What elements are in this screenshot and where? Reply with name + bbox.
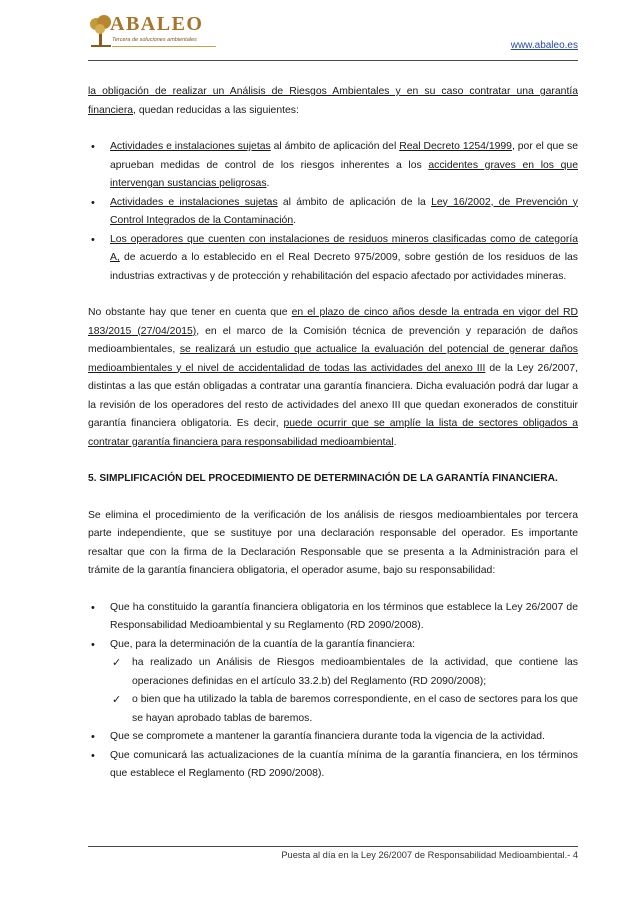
bullet-link-text: Actividades e instalaciones sujetas xyxy=(110,196,278,208)
check-mark-icon: ✓ xyxy=(112,657,122,669)
logo-wordmark: ABALEO xyxy=(110,13,204,35)
paragraph-underlined-text: en el plazo de cinco años desde la entrada en vigor del RD 183/2015 (27/04/2015) xyxy=(88,307,578,337)
spacer xyxy=(88,286,578,304)
bullet-text: . xyxy=(293,215,296,226)
page-footer: Puesta al día en la Ley 26/2007 de Responsabilidad Medioambiental.- 4 xyxy=(281,850,578,860)
list-item xyxy=(88,194,578,231)
check-mark-icon: ✓ xyxy=(112,694,122,706)
spacer xyxy=(88,452,578,470)
check-item xyxy=(110,691,578,728)
intro-text: quedan reducidas a las siguientes: xyxy=(135,104,299,116)
intro-paragraph xyxy=(88,83,578,120)
procedure-paragraph: Se elimina el procedimiento de la verificación de los análisis de riesgos medioambientales por tercera parte independiente, que se sustituye por una declaración responsable del operador. Es importante resaltar que con la firma de la Declaración Responsable que se presenta a la Administración para el trámite de la garantía financiera obligatoria, el operador asume, bajo su responsabilidad: xyxy=(88,509,578,576)
page-header xyxy=(88,10,578,60)
paragraph-text: de la Ley 26/2007, distintas a las que están obligadas a contratar una garantía financiera. Dicha evaluación podrá dar lugar a la revisión de los operadores del resto de actividades del anexo III que quedan exonerados de constituir garantía financiera obligatoria. Es decir, xyxy=(88,362,578,429)
bullet-text: . xyxy=(266,178,270,189)
list-item xyxy=(88,231,578,287)
logo-tagline: Tercera de soluciones ambientales xyxy=(112,37,197,43)
bullet-link-text: Real Decreto 1254/1999 xyxy=(399,141,512,152)
spacer xyxy=(88,489,578,507)
header-divider xyxy=(88,60,578,61)
bullet-text: al ámbito de aplicación de la xyxy=(277,196,432,208)
paragraph-text: . xyxy=(393,436,397,448)
spacer xyxy=(88,581,578,599)
footer-divider xyxy=(88,846,578,847)
logo-underline xyxy=(112,46,216,47)
list-item: • Que se compromete a mantener la garantía financiera durante toda la vigencia de la actividad. xyxy=(88,728,578,747)
paragraph-text: No obstante hay que tener en cuenta que xyxy=(88,307,292,318)
list-item xyxy=(88,636,578,729)
abaleo-logo xyxy=(88,10,218,54)
list-item xyxy=(88,138,578,194)
check-sublist xyxy=(110,654,578,728)
bullet-text: de acuerdo a lo establecido en el Real Decreto 975/2009, sobre gestión de los residuos de las industrias extractivas y de protección y rehabilitación del espacio afectado por actividades mineras. xyxy=(110,252,578,282)
bullet-link-text: Ley 16/2002, de Prevención y Control Integrados de la Contaminación xyxy=(110,196,578,226)
bullet-text: al ámbito de aplicación del xyxy=(270,141,400,152)
operator-responsibilities-list xyxy=(88,599,578,784)
document-body xyxy=(88,83,578,784)
bullet-text: , por el que se aprueban medidas de control de los riesgos inherentes a los xyxy=(110,141,578,171)
section-5-heading: 5. SIMPLIFICACIÓN DEL PROCEDIMIENTO DE DETERMINACIÓN DE LA GARANTÍA FINANCIERA. xyxy=(88,473,558,484)
spacer xyxy=(88,120,578,138)
check-item-text: ha realizado un Análisis de Riesgos medioambientales de la actividad, que contiene las operaciones definidas en el artículo 33.2.b) del Reglamento (RD 2090/2008); xyxy=(132,657,578,687)
list-item: • Que ha constituido la garantía financiera obligatoria en los términos que establece la Ley 26/2007 de Responsabilidad Medioambiental y su Reglamento (RD 2090/2008). xyxy=(88,599,578,636)
affected-activities-list xyxy=(88,138,578,286)
bullet-link-text: Los operadores que cuenten con instalaciones de residuos mineros clasificadas como de categoría A, xyxy=(110,233,578,263)
paragraph-underlined-text: se realizará un estudio que actualice la evaluación del potencial de generar daños medioambientales y el nivel de accidentalidad de todas las actividades del anexo III xyxy=(88,344,578,374)
check-item-text: o bien que ha utilizado la tabla de baremos correspondiente, en el caso de sectores para los que se hayan aprobado tablas de baremos. xyxy=(132,694,578,724)
bullet-text: Que, para la determinación de la cuantía de la garantía financiera: xyxy=(110,638,415,650)
intro-underlined-text: la obligación de realizar un Análisis de Riesgos Ambientales y en su caso contratar una garantía financiera, xyxy=(88,86,578,116)
list-item: • Que comunicará las actualizaciones de la cuantía mínima de la garantía financiera, en los términos que establece el Reglamento (RD 2090/2008). xyxy=(88,747,578,784)
bullet-link-text: Actividades e instalaciones sujetas xyxy=(110,141,271,152)
paragraph-text: , en el marco de la Comisión técnica de prevención y reparación de daños medioambientales, xyxy=(88,325,578,355)
bullet-link-text: accidentes graves en los que intervengan sustancias peligrosas xyxy=(110,159,578,189)
evaluation-paragraph xyxy=(88,304,578,452)
check-item xyxy=(110,654,578,691)
website-link[interactable]: www.abaleo.es xyxy=(510,40,578,51)
paragraph-underlined-text: puede ocurrir que se amplíe la lista de sectores obligados a contratar garantía financiera para responsabilidad medioambiental xyxy=(88,418,578,448)
